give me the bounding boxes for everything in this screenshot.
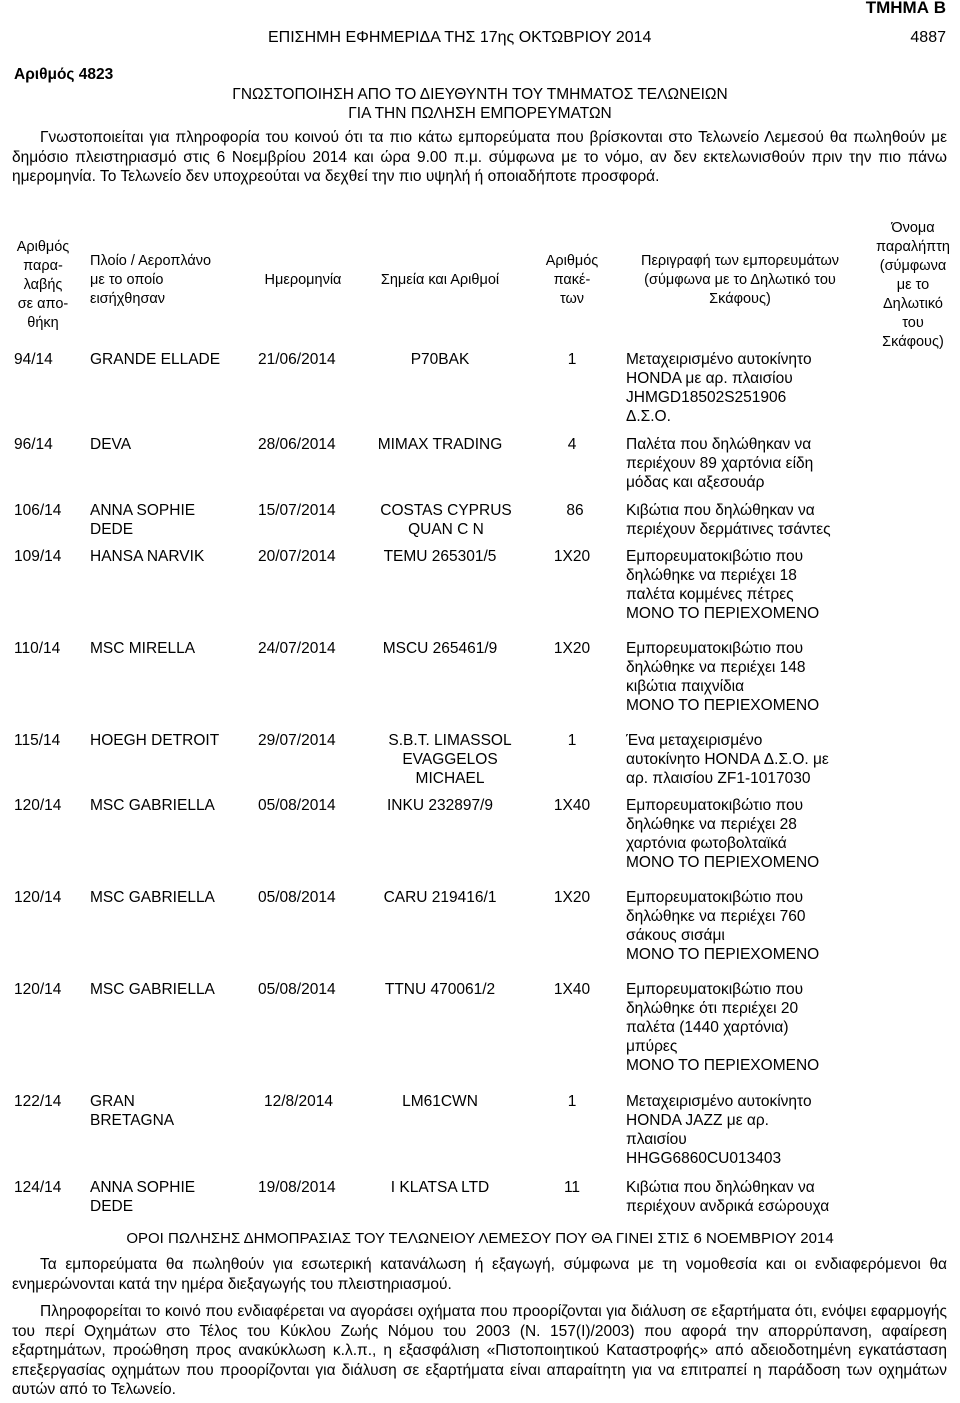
cell-vessel: MSC GABRIELLA [90, 797, 215, 814]
cell-number: 94/14 [14, 351, 53, 368]
cell-description: Εμπορευματοκιβώτιο που δηλώθηκε να περιέχει 148 κιβώτια παιχνίδια ΜΟΝΟ ΤΟ ΠΕΡΙΕΧΟΜΕΝΟ [626, 640, 820, 714]
cell-marks: CARU 219416/1 [383, 889, 497, 906]
cell-date: 15/07/2014 [258, 502, 336, 519]
cell-marks: P70BAK [410, 351, 470, 368]
header-consignee: Όνομα παραλήπτη (σύμφωνα με το Δηλωτικό του Σκάφους) [876, 220, 950, 350]
cell-marks: LM61CWN [402, 1093, 478, 1110]
cell-vessel: ANNA SOPHIE DEDE [90, 502, 196, 538]
cell-marks: TTNU 470061/2 [384, 981, 496, 998]
cell-description: Εμπορευματοκιβώτιο που δηλώθηκε ότι περιέχει 20 παλέτα (1440 χαρτόνια) μπύρες ΜΟΝΟ ΤΟ ΠΕΡΙΕΧΟΜΕΝΟ [626, 981, 820, 1074]
cell-marks: I KLATSA LTD [390, 1179, 490, 1196]
cell-packages: 1X40 [553, 981, 591, 998]
cell-date: 19/08/2014 [258, 1179, 336, 1196]
cell-marks: MSCU 265461/9 [382, 640, 498, 657]
header-date: Ημερομηνία [264, 272, 342, 288]
cell-date: 28/06/2014 [258, 436, 336, 453]
terms-paragraph-1: Τα εμπορεύματα θα πωληθούν για εσωτερική κατανάλωση ή εξαγωγή, σύμφωνα με τη νομοθεσία και οι ενδιαφερόμενοι θα ενημερώνονται κατά την ημέρα διεξαγωγής του πλειστηριασμού. [12, 1256, 947, 1293]
header-packages: Αριθμός πακέ- των [545, 253, 599, 307]
cell-description: Κιβώτια που δηλώθηκαν να περιέχουν δερμάτινες τσάντες [626, 502, 831, 538]
cell-description: Μεταχειρισμένο αυτοκίνητο HONDA με αρ. πλαισίου JHMGD18502S251906 Δ.Σ.Ο. [626, 351, 812, 425]
cell-description: Κιβώτια που δηλώθηκαν να περιέχουν ανδρικά εσώρουχα [626, 1179, 830, 1215]
cell-marks: COSTAS CYPRUS QUAN C N [380, 502, 512, 538]
cell-packages: 4 [567, 436, 577, 453]
cell-date: 05/08/2014 [258, 889, 336, 906]
cell-description: Εμπορευματοκιβώτιο που δηλώθηκε να περιέχει 760 σάκους σισάμι ΜΟΝΟ ΤΟ ΠΕΡΙΕΧΟΜΕΝΟ [626, 889, 820, 963]
cell-packages: 1 [567, 1093, 577, 1110]
cell-number: 110/14 [14, 640, 61, 657]
cell-date: 24/07/2014 [258, 640, 336, 657]
cell-packages: 1 [567, 351, 577, 368]
cell-date: 05/08/2014 [258, 797, 336, 814]
notice-title-line1: ΓΝΩΣΤΟΠΟΙΗΣΗ ΑΠΟ ΤΟ ΔΙΕΥΘΥΝΤΗ ΤΟΥ ΤΜΗΜΑΤΟΣ ΤΕΛΩΝΕΙΩΝ [232, 86, 728, 103]
cell-number: 120/14 [14, 889, 62, 906]
cell-vessel: GRANDE ELLADE [90, 351, 221, 368]
cell-vessel: DEVA [90, 436, 132, 453]
terms-paragraph-2: Πληροφορείται το κοινό που ενδιαφέρεται να αγοράσει οχήματα που προορίζονται για διάλυση σε εξαρτήματα ότι, ενόψει εφαρμογής του περί Οχημάτων στο Τέλος του Κύκλου Ζωής Νόμου του 2003 (Ν. 157(Ι)/2003) που αφορά την απορρύπανση, αφαίρεση εξαρτημάτων, προώθηση προς ανακύκλωση κ.λ.π., η εξασφάλιση «Πιστοποιητικού Καταστροφής» από αδειοδοτημένη εγκατάσταση επεξεργασίας οχημάτων που προορίζονται για διάλυση σε εξαρτήματα είναι απαραίτητη για να επιτραπεί η παράδοση των οχημάτων αυτών από το Τελωνείο. [12, 1303, 947, 1398]
cell-number: 120/14 [14, 797, 62, 814]
cell-marks: TEMU 265301/5 [383, 548, 497, 565]
cell-vessel: MSC GABRIELLA [90, 889, 215, 906]
section-label: ΤΜΗΜΑ Β [865, 0, 946, 17]
cell-vessel: HOEGH DETROIT [90, 732, 220, 749]
cell-packages: 11 [563, 1179, 581, 1196]
cell-date: 29/07/2014 [258, 732, 336, 749]
cell-number: 96/14 [14, 436, 53, 453]
cell-packages: 1X20 [553, 640, 591, 657]
cell-number: 115/14 [14, 732, 61, 749]
cell-vessel: MSC MIRELLA [90, 640, 196, 657]
cell-vessel: ANNA SOPHIE DEDE [90, 1179, 196, 1215]
header-vessel: Πλοίο / Αεροπλάνο με το οποίο εισήχθησαν [90, 253, 212, 307]
terms-title: ΟΡΟΙ ΠΩΛΗΣΗΣ ΔΗΜΟΠΡΑΣΙΑΣ ΤΟΥ ΤΕΛΩΝΕΙΟΥ ΛΕΜΕΣΟΥ ΠΟΥ ΘΑ ΓΙΝΕΙ ΣΤΙΣ 6 ΝΟΕΜΒΡΙΟΥ 2014 [126, 1230, 834, 1247]
header-marks: Σημεία και Αριθμοί [380, 272, 500, 288]
cell-marks: INKU 232897/9 [387, 797, 493, 814]
cell-date: 20/07/2014 [258, 548, 336, 565]
cell-packages: 1X20 [553, 889, 591, 906]
cell-marks: S.B.T. LIMASSOL EVAGGELOS MICHAEL [388, 732, 512, 787]
cell-description: Ένα μεταχειρισμένο αυτοκίνητο HONDA Δ.Σ.Ο. με αρ. πλαισίου ZF1-1017030 [626, 732, 829, 787]
cell-description: Εμπορευματοκιβώτιο που δηλώθηκε να περιέχει 28 χαρτόνια φωτοβολταϊκά ΜΟΝΟ ΤΟ ΠΕΡΙΕΧΟΜΕΝΟ [626, 797, 820, 871]
cell-description: Εμπορευματοκιβώτιο που δηλώθηκε να περιέχει 18 παλέτα κομμένες πέτρες ΜΟΝΟ ΤΟ ΠΕΡΙΕΧΟΜΕΝΟ [626, 548, 820, 622]
header-description: Περιγραφή των εμπορευμάτων (σύμφωνα με το Δηλωτικό του Σκάφους) [640, 253, 840, 307]
cell-date: 05/08/2014 [258, 981, 336, 998]
cell-vessel: MSC GABRIELLA [90, 981, 215, 998]
cell-number: 124/14 [14, 1179, 62, 1196]
cell-date: 12/8/2014 [264, 1093, 333, 1110]
header-receipt-number: Αριθμός παρα- λαβής σε απο- θήκη [16, 239, 70, 331]
cell-packages: 1X20 [553, 548, 591, 565]
cell-description: Παλέτα που δηλώθηκαν να περιέχουν 89 χαρτόνια είδη μόδας και αξεσουάρ [626, 436, 814, 491]
cell-number: 120/14 [14, 981, 62, 998]
cell-vessel: HANSA NARVIK [90, 548, 205, 565]
cell-marks: MIMAX TRADING [377, 436, 503, 453]
gazette-title: ΕΠΙΣΗΜΗ ΕΦΗΜΕΡΙΔΑ ΤΗΣ 17ης ΟΚΤΩΒΡΙΟΥ 2014 [268, 29, 652, 46]
cell-packages: 86 [566, 502, 584, 519]
notice-intro: Γνωστοποιείται για πληροφορία του κοινού ότι τα πιο κάτω εμπορεύματα που βρίσκονται στο Τελωνείο Λεμεσού θα πωληθούν με δημόσιο πλειστηριασμό στις 6 Νοεμβρίου 2014 και ώρα 9.00 π.μ. σύμφωνα με το νόμο, αν δεν εκτελωνισθούν πριν την πιο πάνω ημερομηνία. Το Τελωνείο δεν υποχρεούται να δεχθεί την πιο υψηλή ή οποιαδήποτε προσφορά. [12, 129, 947, 185]
cell-packages: 1 [567, 732, 577, 749]
notice-title-line2: ΓΙΑ ΤΗΝ ΠΩΛΗΣΗ ΕΜΠΟΡΕΥΜΑΤΩΝ [348, 105, 612, 122]
cell-number: 106/14 [14, 502, 62, 519]
cell-packages: 1X40 [553, 797, 591, 814]
cell-date: 21/06/2014 [258, 351, 336, 368]
page-number: 4887 [910, 29, 946, 46]
cell-number: 109/14 [14, 548, 62, 565]
cell-number: 122/14 [14, 1093, 62, 1110]
cell-vessel: GRAN BRETAGNA [90, 1093, 175, 1129]
notice-number: Αριθμός 4823 [14, 66, 114, 83]
cell-description: Μεταχειρισμένο αυτοκίνητο HONDA JAZZ με αρ. πλαισίου HHGG6860CU013403 [626, 1093, 812, 1167]
